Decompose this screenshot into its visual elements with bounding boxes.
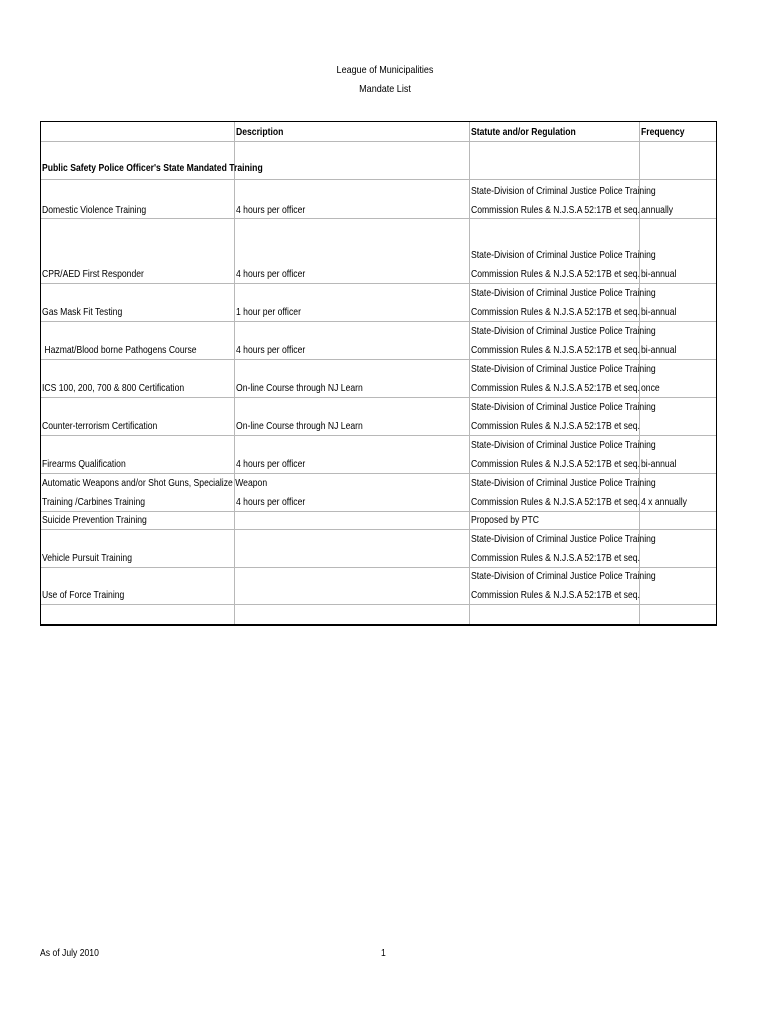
column-header-description: Description (236, 126, 284, 138)
row-statute: State-Division of Criminal Justice Police Training (471, 287, 656, 299)
row-statute: State-Division of Criminal Justice Police Training (471, 363, 656, 375)
row-training-name: Suicide Prevention Training (42, 514, 147, 526)
row-description: 4 hours per officer (236, 204, 306, 216)
row-description: 4 hours per officer (236, 344, 306, 356)
document-title: League of Municipalities (336, 64, 434, 76)
row-statute: State-Division of Criminal Justice Police Training (471, 249, 656, 261)
row-statute: Commission Rules & N.J.S.A 52:17B et seq. (471, 382, 640, 394)
row-statute: State-Division of Criminal Justice Police Training (471, 185, 656, 197)
row-training-name: Training /Carbines Training (42, 496, 146, 508)
row-description: On-line Course through NJ Learn (236, 382, 363, 394)
row-frequency: 4 x annually (641, 496, 687, 508)
row-training-name: Domestic Violence Training (42, 204, 147, 216)
row-statute: Commission Rules & N.J.S.A 52:17B et seq. (471, 589, 640, 601)
column-divider (469, 122, 470, 624)
row-frequency: bi-annual (641, 306, 677, 318)
row-training-name: Counter-terrorism Certification (42, 420, 158, 432)
row-statute: State-Division of Criminal Justice Police Training (471, 477, 656, 489)
row-frequency: once (641, 382, 660, 394)
row-statute: Proposed by PTC (471, 514, 539, 526)
row-statute: Commission Rules & N.J.S.A 52:17B et seq. (471, 204, 640, 216)
row-description: 4 hours per officer (236, 268, 306, 280)
row-description: 4 hours per officer (236, 496, 306, 508)
row-statute: State-Division of Criminal Justice Police Training (471, 533, 656, 545)
row-divider (41, 179, 716, 180)
row-description: On-line Course through NJ Learn (236, 420, 363, 432)
document-subtitle: Mandate List (359, 83, 411, 95)
row-statute: Commission Rules & N.J.S.A 52:17B et seq. (471, 496, 640, 508)
row-statute: State-Division of Criminal Justice Police Training (471, 570, 656, 582)
column-divider (234, 122, 235, 624)
row-training-name: Automatic Weapons and/or Shot Guns, Specialize Weapon (42, 477, 268, 489)
row-training-name: Gas Mask Fit Testing (42, 306, 123, 318)
row-statute: Commission Rules & N.J.S.A 52:17B et seq. (471, 458, 640, 470)
column-header-frequency: Frequency (641, 126, 685, 138)
row-statute: State-Division of Criminal Justice Police Training (471, 401, 656, 413)
footer-date: As of July 2010 (40, 947, 99, 959)
row-frequency: bi-annual (641, 458, 677, 470)
row-frequency: bi-annual (641, 268, 677, 280)
row-frequency: annually (641, 204, 674, 216)
section-title: Public Safety Police Officer's State Mandated Training (42, 162, 263, 174)
row-training-name: Hazmat/Blood borne Pathogens Course (42, 344, 197, 356)
row-statute: Commission Rules & N.J.S.A 52:17B et seq. (471, 268, 640, 280)
row-training-name: CPR/AED First Responder (42, 268, 144, 280)
row-training-name: ICS 100, 200, 700 & 800 Certification (42, 382, 185, 394)
row-statute: Commission Rules & N.J.S.A 52:17B et seq. (471, 420, 640, 432)
row-frequency: bi-annual (641, 344, 677, 356)
row-description: 1 hour per officer (236, 306, 301, 318)
page-number: 1 (381, 947, 386, 959)
row-statute: Commission Rules & N.J.S.A 52:17B et seq. (471, 306, 640, 318)
row-training-name: Use of Force Training (42, 589, 125, 601)
mandate-table (40, 121, 717, 626)
row-description: 4 hours per officer (236, 458, 306, 470)
row-divider (41, 141, 716, 142)
row-statute: Commission Rules & N.J.S.A 52:17B et seq. (471, 552, 640, 564)
row-statute: State-Division of Criminal Justice Police Training (471, 439, 656, 451)
row-statute: State-Division of Criminal Justice Police Training (471, 325, 656, 337)
row-training-name: Firearms Qualification (42, 458, 126, 470)
row-training-name: Vehicle Pursuit Training (42, 552, 132, 564)
column-header-statute: Statute and/or Regulation (471, 126, 576, 138)
row-statute: Commission Rules & N.J.S.A 52:17B et seq. (471, 344, 640, 356)
row-divider (41, 604, 716, 605)
